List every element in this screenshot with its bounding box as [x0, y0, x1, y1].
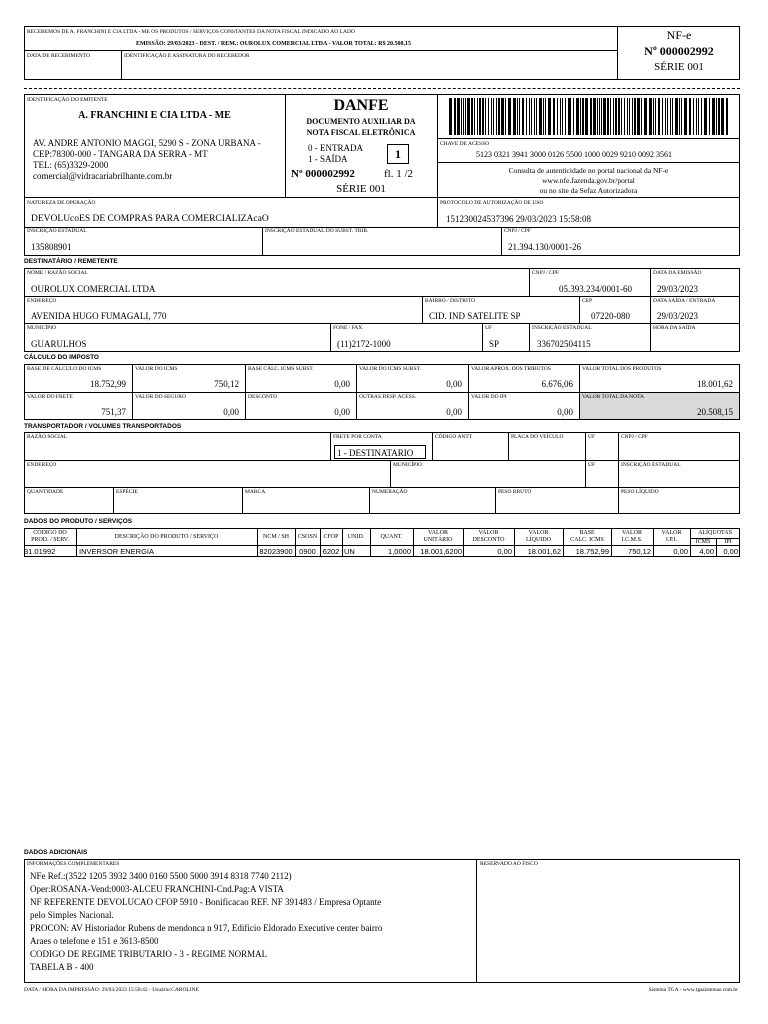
recipient-ie: 336702504115	[537, 339, 591, 349]
col-rate-ipi-header: IPI	[724, 539, 732, 545]
recipient-cep: 07220-080	[591, 311, 630, 321]
barcode-bar	[655, 98, 656, 135]
recipient-city: GUARULHOS	[31, 339, 87, 349]
recipient-phone-label: FONE / FAX	[333, 325, 363, 331]
emitter-cnpj-label: CNPJ / CPF	[504, 228, 531, 234]
barcode-bar	[522, 98, 524, 135]
barcode-bar	[610, 98, 611, 135]
barcode-bar	[548, 98, 551, 135]
numbering-label: NUMERAÇÃO	[372, 489, 408, 495]
tax-other: 0,00	[446, 407, 462, 417]
barcode-bar	[641, 98, 642, 135]
barcode-bar	[560, 98, 561, 135]
recipient-cep-label: CEP	[582, 298, 593, 304]
barcode-bar	[649, 98, 652, 135]
emitter-address1: AV. ANDRE ANTONIO MAGGI, 5290 S - ZONA URBANA -	[33, 138, 261, 148]
products-section: DADOS DO PRODUTO / SERVIÇOS	[24, 518, 133, 525]
barcode-bar	[658, 98, 660, 135]
carrier-uf-label: UF	[588, 434, 596, 440]
recipient-cnpj: 05.393.234/0001-60	[559, 284, 632, 294]
tax-discount: 0,00	[334, 407, 350, 417]
receipt-nfe-number: Nº 000002992	[644, 44, 714, 58]
tax-icms-st: 0,00	[446, 379, 462, 389]
tax-icms: 750,12	[214, 379, 239, 389]
barcode-bar	[585, 98, 588, 135]
barcode-bar	[618, 98, 620, 135]
col-net-header-2: LÍQUIDO	[526, 537, 551, 543]
freight-box	[334, 445, 426, 459]
tax-base-icms: 18.752,99	[90, 379, 126, 389]
barcode-bar	[517, 98, 518, 135]
consult-line3: ou no site da Sefaz Autorizadora	[539, 186, 638, 195]
recipient-uf: SP	[489, 339, 500, 349]
row-unit: UN	[344, 547, 355, 556]
barcode-bar	[726, 98, 728, 135]
barcode-bar	[607, 98, 609, 135]
emitter-address2: CEP:78300-000 - TANGARA DA SERRA - MT	[33, 149, 208, 159]
barcode-bar	[670, 98, 671, 135]
tax-base-st: 0,00	[334, 379, 350, 389]
recipient-address: AVENIDA HUGO FUMAGALI, 770	[31, 311, 167, 321]
barcode-bar	[539, 98, 542, 135]
barcode-bar	[562, 98, 563, 135]
tax-base-icms-label: BASE DE CÁLCULO DO ICMS	[27, 366, 102, 372]
barcode-bar	[601, 98, 602, 135]
barcode-bar	[718, 98, 720, 135]
barcode-bar	[679, 98, 680, 135]
barcode-bar	[454, 98, 456, 135]
barcode-bar	[474, 98, 475, 135]
barcode-bar	[621, 98, 622, 135]
tax-total: 20.508,15	[697, 407, 733, 417]
additional-section: DADOS ADICIONAIS	[24, 849, 88, 856]
barcode-bar	[665, 98, 666, 135]
exit-date-label: DATA SAÍDA / ENTRADA	[653, 298, 716, 304]
print-timestamp: DATA / HORA DA IMPRESSÃO: 29/03/2023 15:58:42 - Usuário:CAROLINE	[24, 987, 199, 993]
receipt-nfe-serie: SÉRIE 001	[654, 61, 704, 73]
emitter-name: A. FRANCHINI E CIA LTDA - ME	[78, 110, 231, 121]
col-discount-header-2: DESCONTO	[472, 537, 505, 543]
receipt-text: RECEBEMOS DE A. FRANCHINI E CIA LTDA - ME OS PRODUTOS / SERVIÇOS CONSTANTES DA NOTA FISCAL INDICADO AO LADO	[27, 29, 355, 35]
info-line: NF REFERENTE DEVOLUCAO CFOP 5910 - Bonificacao REF. NF 391483 / Empresa Optante	[30, 897, 382, 907]
net-weight-label: PESO LÍQUIDO	[621, 489, 659, 495]
row-qty: 1,0000	[388, 547, 411, 556]
barcode-bar	[662, 98, 663, 135]
freight-label: FRETE POR CONTA	[333, 434, 382, 440]
col-unitval-header-2: UNITÁRIO	[423, 537, 453, 543]
tax-total-label: VALOR TOTAL DA NOTA	[582, 394, 645, 400]
barcode-bar	[716, 98, 717, 135]
col-code-header-2: PROD. / SERV.	[31, 537, 69, 543]
barcode-bar	[582, 98, 584, 135]
barcode-bar	[488, 98, 489, 135]
row-discount: 0,00	[497, 547, 512, 556]
tax-insurance: 0,00	[223, 407, 239, 417]
info-line: PROCON: AV Historiador Rubens de mendonca n 917, Edificio Eldorado Executive center bairro	[30, 923, 383, 933]
col-icms-header-2: I.C.M.S.	[621, 537, 643, 543]
barcode-bar	[553, 98, 555, 135]
row-net: 18.001,62	[527, 547, 561, 556]
row-ncm: 82023900	[259, 547, 293, 556]
receipt-nfe-label: NF-e	[666, 28, 692, 42]
barcode-bar	[531, 98, 532, 135]
recipient-address-label: ENDEREÇO	[27, 298, 57, 304]
danfe-exit: 1 - SAÍDA	[308, 154, 348, 164]
ie-st-label: INSCRIÇÃO ESTADUAL DO SUBST. TRIB.	[265, 228, 369, 234]
barcode-bar	[479, 98, 481, 135]
barcode-bar	[467, 98, 470, 135]
tax-insurance-label: VALOR DO SEGURO	[135, 394, 186, 400]
col-icms-header-1: VALOR	[622, 530, 642, 536]
barcode-bar	[653, 98, 654, 135]
carrier-ie-label: INSCRIÇÃO ESTADUAL	[621, 462, 681, 468]
recipient-district: CID. IND SATELITE SP	[429, 311, 521, 321]
barcode-bar	[681, 98, 682, 135]
receipt-date-label: DATA DE RECEBIMENTO	[27, 53, 91, 59]
danfe-title: DANFE	[333, 97, 389, 114]
barcode-bar	[667, 98, 668, 135]
barcode-bar	[576, 98, 579, 135]
barcode-bar	[721, 98, 724, 135]
barcode-bar	[593, 98, 596, 135]
tax-approx-label: VALOR APROX. DOS TRIBUTOS	[471, 366, 551, 372]
col-desc-header: DESCRIÇÃO DO PRODUTO / SERVIÇO	[114, 534, 219, 540]
barcode-bar	[672, 98, 673, 135]
recipient-name: OUROLUX COMERCIAL LTDA	[31, 284, 156, 294]
info-line: pelo Simples Nacional.	[30, 910, 114, 920]
barcode-bar	[477, 98, 478, 135]
barcode-bar	[529, 98, 530, 135]
barcode-bar	[573, 98, 574, 135]
tax-freight: 751,37	[101, 407, 126, 417]
row-icms: 750,12	[628, 547, 651, 556]
barcode-bar	[632, 98, 633, 135]
danfe-entry: 0 - ENTRADA	[308, 143, 363, 153]
col-ncm-header: NCM / SH	[262, 534, 289, 540]
qty-label: QUANTIDADE	[27, 489, 64, 495]
danfe-subtitle1: DOCUMENTO AUXILIAR DA	[306, 117, 416, 126]
col-unitval-header-1: VALOR	[428, 530, 448, 536]
recipient-name-label: NOME / RAZÃO SOCIAL	[27, 270, 88, 276]
recipient-ie-label: INSCRIÇÃO ESTADUAL	[532, 325, 592, 331]
col-base-header-1: BASE	[579, 530, 595, 536]
col-base-header-2: CALC. ICMS	[570, 537, 604, 543]
barcode-bar	[599, 98, 600, 135]
barcode-bar	[627, 98, 628, 135]
species-label: ESPÉCIE	[116, 489, 138, 495]
barcode-bar	[580, 98, 581, 135]
emitter-cnpj-value: 21.394.130/0001-26	[508, 242, 581, 252]
barcode-bar	[644, 98, 647, 135]
fisco-label: RESERVADO AO FISCO	[480, 861, 538, 867]
consult-line2: www.nfe.fazenda.gov.br/portal	[542, 176, 635, 185]
barcode-bar	[519, 98, 520, 135]
barcode-bar	[624, 98, 625, 135]
carrier-cnpj-label: CNPJ / CPF	[621, 434, 648, 440]
barcode-bar	[526, 98, 527, 135]
col-qty-header: QUANT.	[380, 534, 403, 540]
barcode-bar	[712, 98, 715, 135]
col-rate-icms-header: ICMS	[695, 539, 711, 545]
barcode-bar	[491, 98, 492, 135]
danfe-subtitle2: NOTA FISCAL ELETRÔNICA	[306, 128, 416, 137]
info-line: Oper:ROSANA-Vend:0003-ALCEU FRANCHINI-Cnd.Pag:A VISTA	[30, 884, 284, 894]
carrier-city-label: MUNICÍPIO	[393, 462, 423, 468]
row-desc: INVERSOR ENERGIA	[79, 547, 155, 556]
barcode-bar	[603, 98, 606, 135]
tax-products-label: VALOR TOTAL DOS PRODUTOS	[582, 366, 662, 372]
tax-other-label: OUTRAS DESP. ACESS.	[359, 394, 417, 400]
barcode-bar	[505, 98, 506, 135]
barcode-bar	[545, 98, 546, 135]
recipient-section: DESTINATÁRIO / REMETENTE	[24, 258, 118, 265]
barcode-bar	[704, 98, 707, 135]
tax-icms-st-label: VALOR DO ICMS SUBST.	[359, 366, 421, 372]
barcode-bar	[482, 98, 484, 135]
danfe-type-value: 1	[395, 147, 401, 161]
barcode-bar	[457, 98, 460, 135]
carrier-address-label: ENDEREÇO	[27, 462, 57, 468]
barcode-bar	[536, 98, 537, 135]
row-csosn: 0900	[299, 547, 316, 556]
barcode-bar	[557, 98, 558, 135]
emitter-email: comercial@vidracariabrilhante.com.br	[33, 171, 173, 181]
tax-ipi: 0,00	[557, 407, 573, 417]
access-key-barcode	[449, 98, 731, 135]
access-key-label: CHAVE DE ACESSO	[440, 141, 490, 147]
nature-value: DEVOLUcoES DE COMPRAS PARA COMERCIALIZAcaO	[31, 214, 269, 224]
tax-products: 18.001,62	[697, 379, 733, 389]
barcode-bar	[565, 98, 566, 135]
barcode-bar	[485, 98, 486, 135]
barcode-bar	[465, 98, 466, 135]
col-unit-header: UNID.	[347, 534, 365, 540]
row-ipi: 0,00	[673, 547, 688, 556]
barcode-bar	[675, 98, 678, 135]
row-base: 18.752,99	[575, 547, 609, 556]
barcode-bar	[613, 98, 614, 135]
barcode-bar	[615, 98, 617, 135]
recipient-phone: (11)2172-1000	[337, 339, 391, 349]
tax-icms-label: VALOR DO ICMS	[135, 366, 178, 372]
ie-value: 135808901	[31, 242, 72, 252]
barcode-bar	[709, 98, 710, 135]
tax-section: CÁLCULO DO IMPOSTO	[24, 354, 99, 361]
barcode-bar	[471, 98, 473, 135]
barcode-bar	[501, 98, 504, 135]
barcode-bar	[534, 98, 535, 135]
recipient-city-label: MUNICÍPIO	[27, 325, 57, 331]
barcode-bar	[568, 98, 571, 135]
freight-value: 1 - DESTINATARIO	[337, 448, 414, 458]
receipt-sign-label: IDENTIFICAÇÃO E ASSINATURA DO RECEBEDOR	[124, 53, 250, 59]
barcode-bar	[493, 98, 494, 135]
consult-line1: Consulta de autenticidade no portal nacional da NF-e	[508, 166, 669, 175]
danfe-serie: SÉRIE 001	[336, 183, 386, 195]
protocol-label: PROTOCOLO DE AUTORIZAÇÃO DE USO	[440, 200, 544, 206]
protocol-value: 151230024537396 29/03/2023 15:58:08	[446, 214, 592, 224]
row-code: 31.01992	[24, 547, 56, 556]
emitter-phone: TEL: (65)3329-2000	[33, 160, 109, 170]
antt-label: CÓDIGO ANTT	[435, 434, 473, 440]
row-rate-icms: 4,00	[699, 547, 714, 556]
barcode-bar	[463, 98, 464, 135]
col-discount-header-1: VALOR	[478, 530, 499, 536]
carrier-uf2-label: UF	[588, 462, 596, 468]
tax-ipi-label: VALOR DO IPI	[471, 394, 507, 400]
col-code-header-1: CÓDIGO DO	[33, 530, 67, 536]
access-key: 5123 0321 3941 3000 0126 5500 1000 0029 9210 0092 3561	[476, 150, 672, 159]
emission-date-label: DATA DA EMISSÃO	[653, 270, 702, 276]
transport-section: TRANSPORTADOR / VOLUMES TRANSPORTADOS	[24, 423, 182, 430]
brand-label: MARCA	[245, 489, 266, 495]
receipt-summary: EMISSÃO: 29/03/2023 - DEST. / REM.: OUROLUX COMERCIAL LTDA - VALOR TOTAL: R$ 20.508,15	[136, 41, 411, 47]
barcode-bar	[513, 98, 516, 135]
exit-date: 29/03/2023	[657, 311, 699, 321]
system-credit: Sistema TGA - www.tgasistemas.com.br	[648, 987, 738, 993]
tax-approx: 6.676,06	[541, 379, 573, 389]
barcode-bar	[629, 98, 630, 135]
barcode-bar	[543, 98, 544, 135]
col-csosn-header: CSOSN	[297, 534, 318, 540]
barcode-bar	[590, 98, 592, 135]
barcode-bar	[498, 98, 500, 135]
barcode-bar	[689, 98, 691, 135]
gross-weight-label: PESO BRUTO	[498, 489, 532, 495]
barcode-bar	[449, 98, 452, 135]
recipient-cnpj-label: CNPJ / CPF	[532, 270, 559, 276]
col-rates-header: ALÍQUOTAS	[698, 530, 732, 536]
barcode-bar	[693, 98, 694, 135]
recipient-uf-label: UF	[485, 325, 493, 331]
tax-base-st-label: BASE CÁLC. ICMS SUBST.	[248, 366, 314, 372]
barcode-bar	[696, 98, 697, 135]
info-line: TABELA B - 400	[30, 962, 94, 972]
nature-label: NATUREZA DE OPERAÇÃO	[27, 200, 96, 206]
recipient-district-label: BAIRRO / DISTRITO	[425, 298, 476, 304]
tax-discount-label: DESCONTO	[248, 394, 278, 400]
emitter-label: IDENTIFICAÇÃO DO EMITENTE	[27, 97, 108, 103]
col-ipi-header-1: VALOR	[661, 530, 682, 536]
barcode-bar	[508, 98, 511, 135]
ie-label: INSCRIÇÃO ESTADUAL	[27, 228, 87, 234]
row-unit-value: 18.001,6200	[420, 547, 462, 556]
info-line: NFe Ref.:(3522 1205 3932 3400 0160 5500 5000 3914 8318 7740 2112)	[30, 871, 292, 881]
col-cfop-header: CFOP	[323, 534, 339, 540]
barcode-bar	[698, 98, 699, 135]
cut-line	[24, 88, 740, 89]
col-net-header-1: VALOR	[528, 530, 549, 536]
danfe-sheet: fl. 1 /2	[384, 168, 414, 180]
barcode-bar	[701, 98, 702, 135]
col-ipi-header-2: I.P.I.	[665, 537, 678, 543]
complementary-info-label: INFORMAÇÕES COMPLEMENTARES	[27, 861, 120, 867]
plate-label: PLACA DO VEÍCULO	[511, 434, 564, 440]
barcode-bar	[496, 98, 497, 135]
barcode-bar	[461, 98, 462, 135]
danfe-number: Nº 000002992	[291, 168, 355, 180]
info-line: Araes o telefone e 151 e 3613-8500	[30, 936, 159, 946]
row-rate-ipi: 0,00	[723, 547, 738, 556]
danfe-type-box	[387, 144, 409, 164]
tax-freight-label: VALOR DO FRETE	[27, 394, 73, 400]
emission-date: 29/03/2023	[657, 284, 699, 294]
info-line: CODIGO DE REGIME TRIBUTARIO - 3 - REGIME NORMAL	[30, 949, 268, 959]
barcode-bar	[637, 98, 640, 135]
exit-time-label: HORA DA SAÍDA	[653, 325, 696, 331]
barcode-bar	[597, 98, 598, 135]
carrier-name-label: RAZÃO SOCIAL	[27, 434, 68, 440]
row-cfop: 6202	[322, 547, 340, 556]
barcode-bar	[684, 98, 687, 135]
barcode-bar	[634, 98, 636, 135]
